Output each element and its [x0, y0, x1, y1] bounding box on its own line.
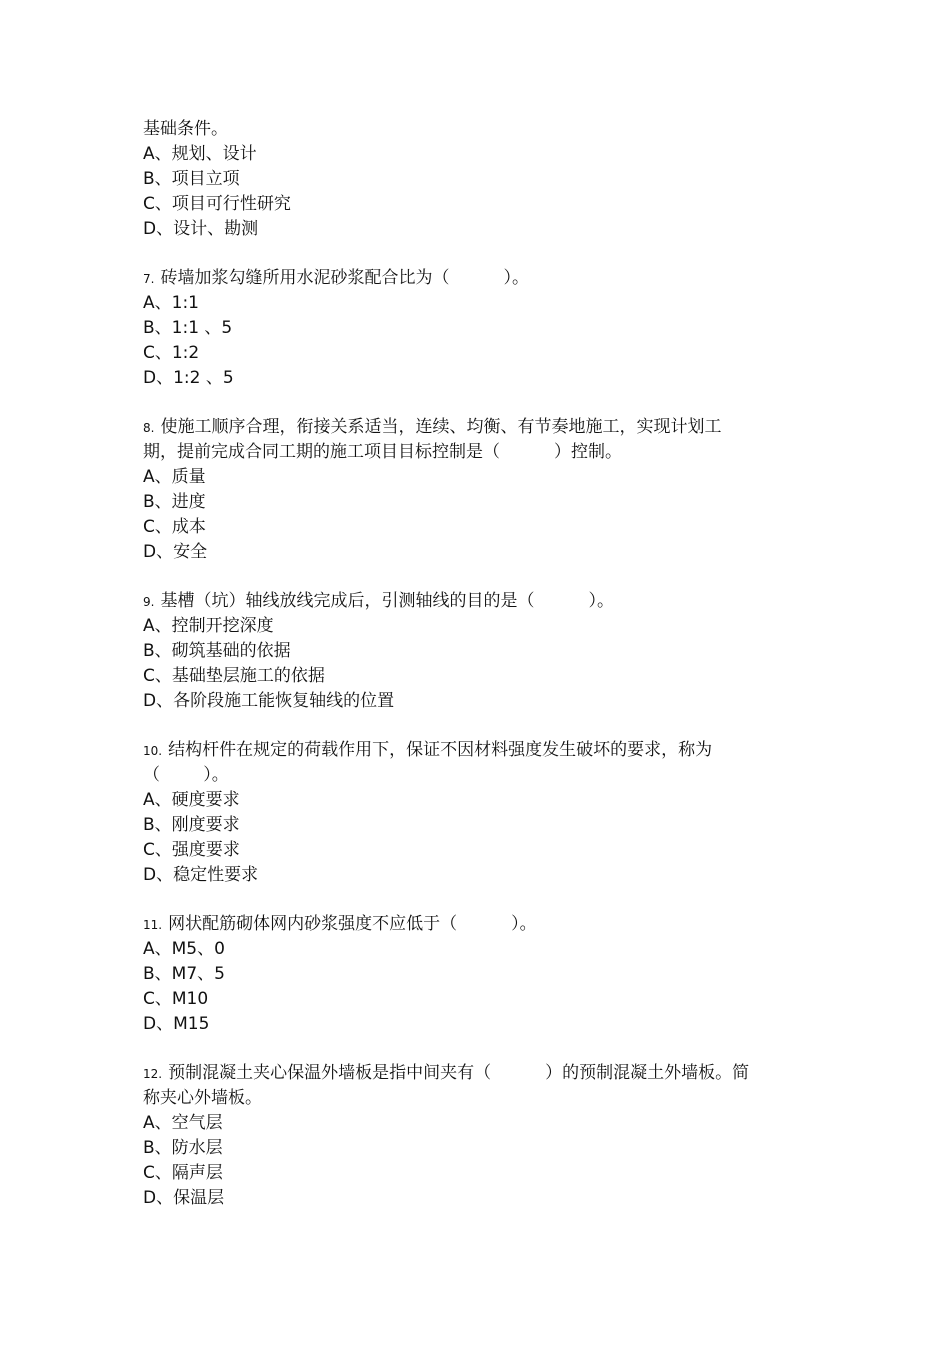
question-11-option-a: A、M5、0	[143, 939, 225, 959]
question-number: 10.	[143, 744, 163, 758]
question-12-option-a: A、空气层	[143, 1113, 223, 1133]
question-11-option-d: D、M15	[143, 1014, 210, 1034]
question-6-stem-tail: 基础条件。	[143, 119, 228, 139]
question-6-option-a: A、规划、设计	[143, 144, 257, 164]
question-10-option-c: C、强度要求	[143, 840, 240, 860]
question-number: 9.	[143, 595, 155, 609]
question-11-option-b: B、M7、5	[143, 964, 225, 984]
question-9-stem: 9. 基槽（坑）轴线放线完成后，引测轴线的目的是（ ）。	[143, 591, 614, 611]
question-6-option-c: C、项目可行性研究	[143, 194, 291, 214]
question-7-option-b: B、1:1 、5	[143, 318, 233, 338]
exam-page	[143, 117, 803, 1211]
question-11-stem: 11. 网状配筋砌体网内砂浆强度不应低于（ ）。	[143, 914, 537, 934]
question-12-option-d: D、保温层	[143, 1188, 225, 1208]
question-10-stem: 10. 结构杆件在规定的荷载作用下，保证不因材料强度发生破坏的要求，称为	[143, 740, 713, 760]
question-9-option-a: A、控制开挖深度	[143, 616, 274, 636]
question-8-option-d: D、安全	[143, 542, 208, 562]
question-7-option-c: C、1:2	[143, 343, 200, 363]
question-8-option-a: A、质量	[143, 467, 206, 487]
question-10-option-a: A、硬度要求	[143, 790, 240, 810]
question-7-option-d: D、1:2 、5	[143, 368, 234, 388]
question-8-option-b: B、进度	[143, 492, 206, 512]
question-10-option-b: B、刚度要求	[143, 815, 240, 835]
question-8-stem-cont: 期，提前完成合同工期的施工项目目标控制是（ ）控制。	[143, 442, 623, 462]
question-8-stem: 8. 使施工顺序合理，衔接关系适当，连续、均衡、有节奏地施工，实现计划工	[143, 417, 722, 437]
question-7-option-a: A、1:1	[143, 293, 199, 313]
question-9-option-b: B、砌筑基础的依据	[143, 641, 291, 661]
question-12-stem-cont: 称夹心外墙板。	[143, 1088, 262, 1108]
question-11-option-c: C、M10	[143, 989, 209, 1009]
question-12-option-b: B、防水层	[143, 1138, 223, 1158]
question-9-option-d: D、各阶段施工能恢复轴线的位置	[143, 691, 395, 711]
question-number: 8.	[143, 421, 155, 435]
question-6-option-d: D、设计、勘测	[143, 219, 259, 239]
question-10-stem-cont: （ ）。	[143, 765, 229, 785]
question-6-option-b: B、项目立项	[143, 169, 240, 189]
question-9-option-c: C、基础垫层施工的依据	[143, 666, 325, 686]
question-number: 7.	[143, 272, 155, 286]
question-8-option-c: C、成本	[143, 517, 206, 537]
question-7-stem: 7. 砖墙加浆勾缝所用水泥砂浆配合比为（ ）。	[143, 268, 529, 288]
question-12-stem: 12. 预制混凝土夹心保温外墙板是指中间夹有（ ）的预制混凝土外墙板。简	[143, 1063, 750, 1083]
question-10-option-d: D、稳定性要求	[143, 865, 259, 885]
question-number: 11.	[143, 918, 163, 932]
question-number: 12.	[143, 1067, 163, 1081]
question-12-option-c: C、隔声层	[143, 1163, 223, 1183]
